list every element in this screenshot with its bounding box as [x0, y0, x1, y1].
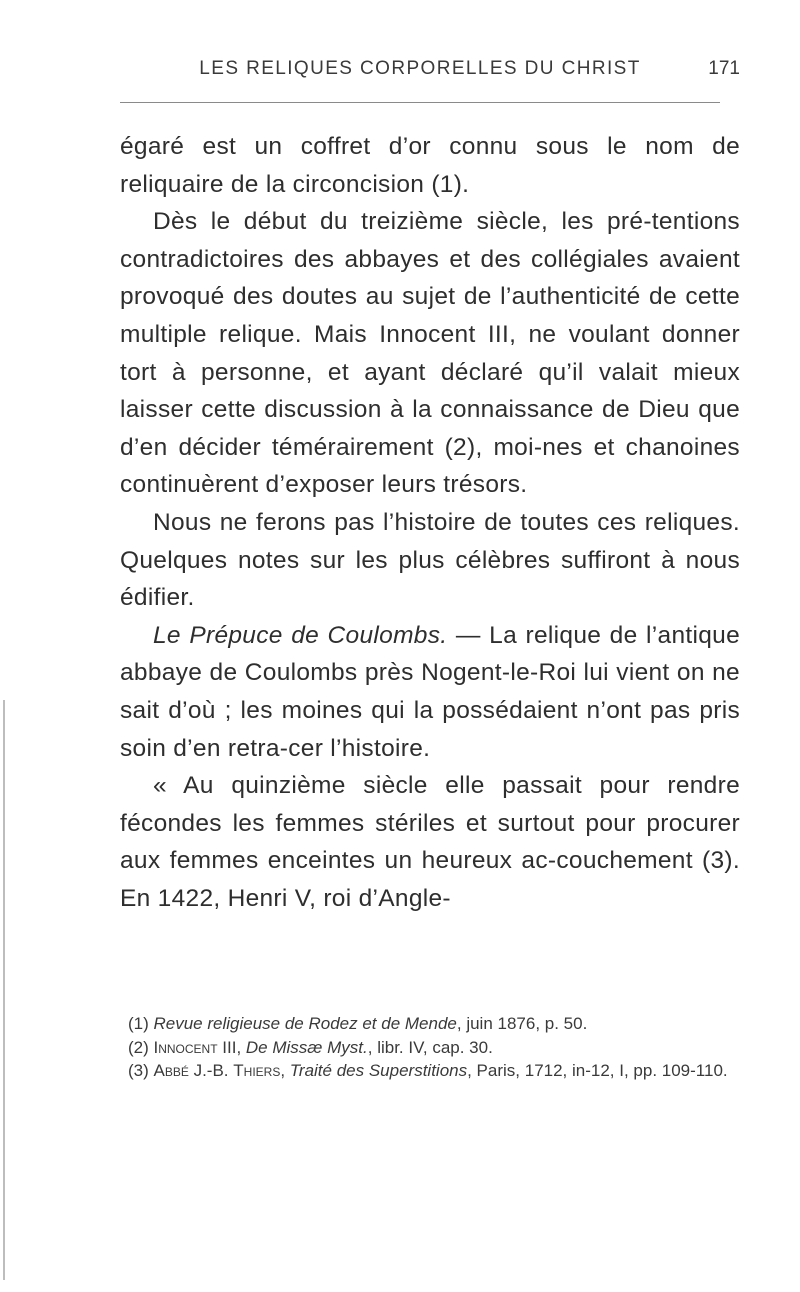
paragraph-5: « Au quinzième siècle elle passait pour rendre fécondes les femmes stériles et surtout pour procurer aux femmes enceintes un heureux ac-couchement (3). En 1422, Henri V, roi d’Angle-	[120, 772, 740, 912]
header-rule	[120, 102, 720, 103]
running-head	[120, 58, 740, 88]
scan-margin-shadow	[3, 700, 5, 1280]
footnote-2-rest: , libr. IV, cap. 30.	[367, 1037, 493, 1057]
footnote-2	[120, 1036, 740, 1060]
footnote-3-title: Traité des Superstitions	[289, 1061, 468, 1081]
footnote-3-mid2: ,	[280, 1061, 290, 1081]
footnote-2-mark: (2)	[128, 1037, 154, 1057]
footnote-3-author2: Thiers	[233, 1061, 281, 1081]
footnote-1-title: Revue religieuse de Rodez et de Mende	[153, 1014, 457, 1033]
footnote-2-title: De Missæ Myst.	[245, 1037, 368, 1057]
paragraph-1: égaré est un coffret d’or connu sous le nom de reliquaire de la circoncision (1).	[120, 133, 740, 198]
footnote-3-rest: , Paris, 1712, in-12, I, pp. 109-110.	[467, 1061, 728, 1081]
footnote-3-author: Abbé	[153, 1061, 189, 1081]
running-title: LES RELIQUES CORPORELLES DU CHRIST	[199, 58, 641, 79]
footnote-2-author: Innocent	[153, 1037, 218, 1057]
footnote-3	[120, 1059, 740, 1083]
paragraph-4	[120, 617, 740, 767]
section-title: Le Prépuce de Coulombs.	[153, 621, 448, 649]
paragraph-4-text: — La relique de l’antique abbaye de Coulombs près Nogent-le-Roi lui vient on ne sait d’où ; les moines qui la possédaient n’ont pas pris soin d’en retra-cer l’histoire.	[120, 621, 740, 762]
page-number: 171	[708, 58, 740, 79]
paragraph-2: Dès le début du treizième siècle, les pré-tentions contradictoires des abbayes et des collégiales avaient provoqué des doutes au sujet de l’authenticité de cette multiple relique. Mais Innocent III, ne voulant donner tort à personne, et ayant déclaré qu’il valait mieux laisser cette discussion à la connaissance de Dieu que d’en décider témérairement (2), moi-nes et chanoines continuèrent d’exposer leurs trésors.	[120, 208, 740, 499]
body-text	[120, 128, 740, 917]
footnote-2-mid: III,	[217, 1037, 246, 1057]
paragraph-3: Nous ne ferons pas l’histoire de toutes ces reliques. Quelques notes sur les plus célèbres suffiront à nous édifier.	[120, 508, 740, 612]
footnote-3-mark: (3)	[128, 1061, 154, 1081]
footnote-1	[120, 1012, 740, 1036]
footnote-1-mark: (1)	[128, 1014, 154, 1033]
footnote-3-mid1: J.-B.	[188, 1061, 234, 1081]
footnote-1-rest: , juin 1876, p. 50.	[456, 1014, 588, 1033]
footnotes	[120, 1012, 740, 1083]
